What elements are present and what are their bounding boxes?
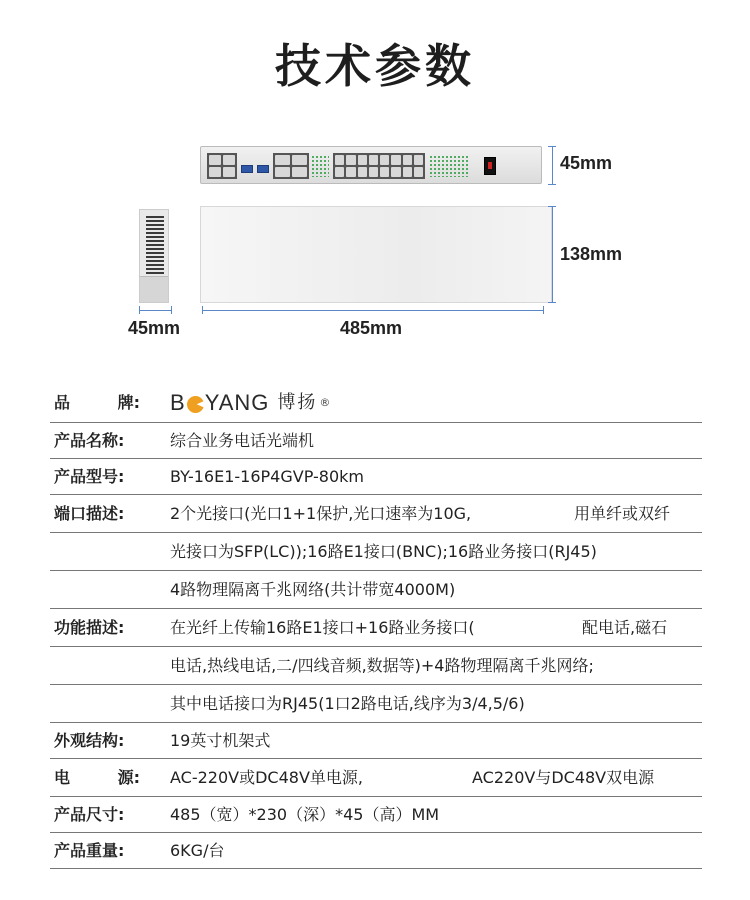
sfp-port	[241, 165, 253, 173]
brand-logo-latin: B YANG	[170, 390, 270, 415]
led-indicators	[311, 155, 329, 177]
device-side-view	[139, 209, 169, 303]
rj45-port-group	[273, 153, 309, 179]
spec-value: 综合业务电话光端机	[170, 431, 315, 450]
spec-row	[50, 685, 702, 723]
depth-dimension-line	[552, 206, 553, 302]
width-dimension-line	[202, 310, 543, 311]
spec-value-tail: 配电话,磁石	[582, 618, 668, 637]
spec-table	[50, 383, 702, 869]
height-label: 45mm	[560, 153, 613, 173]
spec-key: 电 源:	[54, 768, 140, 787]
spec-row	[50, 609, 702, 647]
spec-key: 产品重量:	[54, 841, 125, 860]
spec-key: 功能描述:	[54, 618, 125, 637]
spec-key: 外观结构:	[54, 731, 125, 750]
spec-key: 端口描述:	[54, 504, 125, 523]
dimension-tick	[543, 306, 544, 314]
spec-value: 光接口为SFP(LC));16路E1接口(BNC);16路业务接口(RJ45)	[170, 542, 597, 561]
spec-value: 19英寸机架式	[170, 731, 271, 750]
spec-row	[50, 723, 702, 759]
spec-value: 电话,热线电话,二/四线音频,数据等)+4路物理隔离千兆网络;	[170, 656, 594, 675]
spec-value: 其中电话接口为RJ45(1口2路电话,线序为3/4,5/6)	[170, 694, 525, 713]
spec-row	[50, 797, 702, 833]
device-front-panel	[200, 146, 542, 184]
rj45-port-group	[333, 153, 425, 179]
page-title: 技术参数	[275, 39, 475, 93]
power-switch-icon	[484, 157, 496, 175]
side-width-dimension-line	[139, 310, 171, 311]
logo-mark-icon	[187, 396, 204, 413]
rj45-port-group	[207, 153, 237, 179]
spec-row	[50, 833, 702, 869]
dimension-tick	[548, 146, 556, 147]
brand-logo-chinese: 博扬	[277, 392, 318, 413]
spec-row	[50, 571, 702, 609]
sfp-port	[257, 165, 269, 173]
spec-value: 4路物理隔离千兆网络(共计带宽4000M)	[170, 580, 456, 599]
depth-label: 138mm	[560, 244, 623, 264]
dimension-tick	[548, 302, 556, 303]
vent-icon	[146, 216, 164, 274]
mount-bracket	[140, 276, 168, 302]
spec-row	[50, 533, 702, 571]
side-width-label: 45mm	[128, 318, 181, 338]
dimension-tick	[548, 184, 556, 185]
spec-key: 产品尺寸:	[54, 805, 125, 824]
height-dimension-line	[552, 146, 553, 184]
dimension-tick	[548, 206, 556, 207]
device-top-view	[200, 206, 552, 303]
spec-row-brand	[50, 383, 702, 423]
spec-value: AC-220V或DC48V单电源,	[170, 768, 363, 787]
led-indicators	[429, 155, 469, 177]
dimension-tick	[202, 306, 203, 314]
spec-row	[50, 495, 702, 533]
brand-logo	[170, 383, 330, 423]
registered-mark: ®	[319, 396, 331, 409]
spec-value: 485（宽）*230（深）*45（高）MM	[170, 805, 440, 824]
width-label: 485mm	[340, 318, 403, 338]
spec-value: 2个光接口(光口1+1保护,光口速率为10G,	[170, 504, 472, 523]
spec-value: BY-16E1-16P4GVP-80km	[170, 467, 364, 486]
spec-value-tail: AC220V与DC48V双电源	[472, 768, 655, 787]
spec-value: 6KG/台	[170, 841, 225, 860]
spec-value-tail: 用单纤或双纤	[574, 504, 671, 523]
spec-row	[50, 459, 702, 495]
spec-row	[50, 647, 702, 685]
spec-row-power	[50, 759, 702, 797]
dimension-tick	[171, 306, 172, 314]
spec-key: 产品名称:	[54, 431, 125, 450]
spec-key: 品 牌:	[54, 393, 140, 412]
spec-row	[50, 423, 702, 459]
dimension-tick	[139, 306, 140, 314]
spec-value: 在光纤上传输16路E1接口+16路业务接口(	[170, 618, 475, 637]
spec-key: 产品型号:	[54, 467, 125, 486]
